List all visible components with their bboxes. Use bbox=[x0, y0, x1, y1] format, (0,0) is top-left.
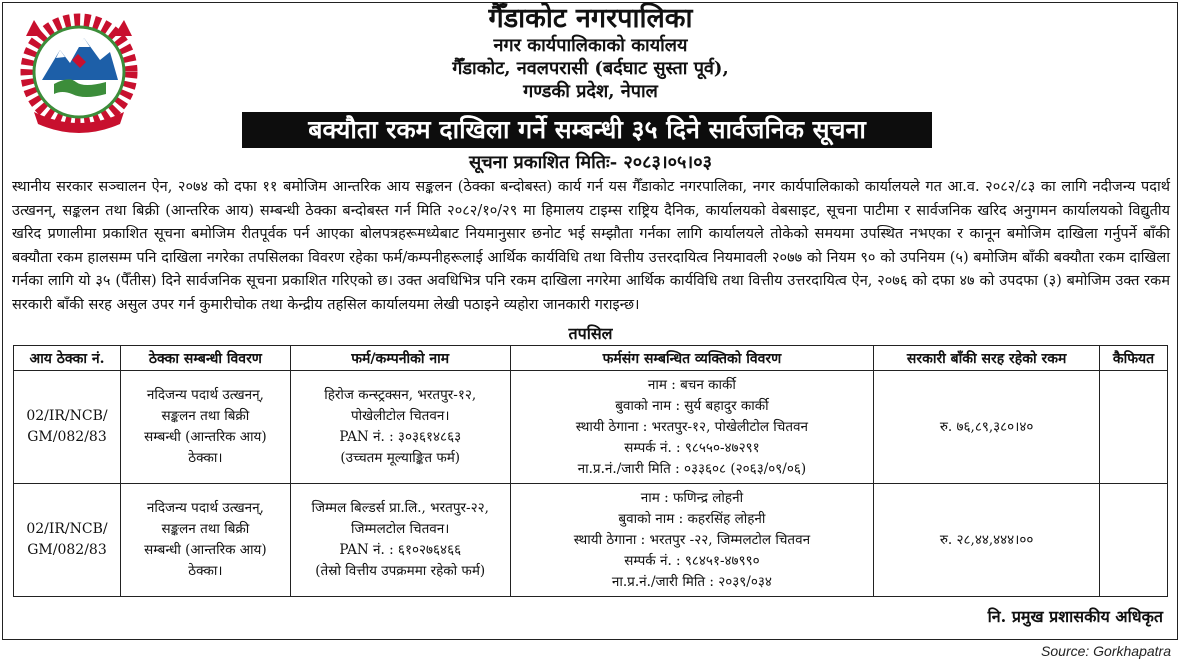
source-credit: Source: Gorkhapatra bbox=[1041, 643, 1171, 659]
table-row bbox=[14, 484, 1168, 597]
letterhead bbox=[0, 4, 1181, 103]
amount: रु. २८,४४,४४४।०० bbox=[874, 484, 1100, 597]
person-details: नाम : बचन कार्की बुवाको नाम : सुर्य बहादुर कार्की स्थायी ठेगाना : भरतपुर-१२, पोखेलीटोल चितवन सम्पर्क नं. : ९८५५०-४७२९१ ना.प्र.नं./जारी मिति : ०३३६०८ (२०६३/०९/०६) bbox=[510, 371, 874, 484]
details-heading: तपसिल bbox=[568, 324, 613, 343]
published-date: सूचना प्रकाशित मितिः- २०८३।०५।०३ bbox=[469, 152, 712, 173]
remarks bbox=[1100, 371, 1168, 484]
remarks bbox=[1100, 484, 1168, 597]
col-remarks: कैफियत bbox=[1100, 346, 1168, 371]
arrears-table bbox=[13, 345, 1168, 597]
col-amount: सरकारी बाँकी सरह रहेको रकम bbox=[874, 346, 1100, 371]
notice-title: बक्यौता रकम दाखिला गर्ने सम्बन्धी ३५ दिने सार्वजनिक सूचना bbox=[242, 112, 932, 148]
notice-body: स्थानीय सरकार सञ्चालन ऐन, २०७४ को दफा ११ बमोजिम आन्तरिक आय सङ्कलन (ठेक्का बन्दोबस्त) कार्य गर्न यस गैँडाकोट नगरपालिका, नगर कार्यपालिकाको कार्यालयले गत आ.व. २०८२/८३ का लागि नदीजन्य पदार्थ उत्खनन्, सङ्कलन तथा बिक्री (आन्तरिक आय) सम्बन्धी ठेक्का बन्दोबस्त गर्न मिति २०८२/१०/२९ मा हिमालय टाइम्स राष्ट्रिय दैनिक, कार्यालयको वेबसाइट, सूचना पाटीमा र सार्वजनिक खरिद अनुगमन कार्यालयको विद्युतीय खरिद प्रणालीमा प्रकाशित सूचना बमोजिम रीतपूर्वक पर्न आएका बोलपत्रहरूमध्येबाट नियमानुसार छनोट भई सम्झौता गर्नका लागि कार्यालयले तोकेको समयमा उपस्थित नभएका र कानून बमोजिम दाखिला गर्नुपर्ने बाँकी बक्यौता रकम हालसम्म पनि दाखिला नगरेका तपसिलका विवरण रहेका फर्म/कम्पनीहरूलाई आर्थिक कार्यविधि तथा वित्तीय उत्तरदायित्व नियमावली २०७७ को नियम ९० को उपनियम (५) बमोजिम बाँकी बक्यौता रकम दाखिला गर्नका लागि यो ३५ (पैँतीस) दिने सार्वजनिक सूचना प्रकाशित गरिएको छ। उक्त अवधिभित्र पनि रकम दाखिला नगरेमा आर्थिक कार्यविधि तथा वित्तीय उत्तरदायित्व ऐन, २०७६ को दफा ४७ को उपदफा (३) बमोजिम उक्त रकम सरकारी बाँकी सरह असुल उपर गर्न कुमारीचोक तथा केन्द्रीय तहसिल कार्यालयमा लेखी पठाइने व्यहोरा जानकारी गराइन्छ। bbox=[12, 179, 1170, 313]
contract-number: 02/IR/NCB/ GM/082/83 bbox=[14, 371, 121, 484]
table-header-row bbox=[14, 346, 1168, 371]
person-details: नाम : फणिन्द्र लोहनी बुवाको नाम : कहरसिंह लोहनी स्थायी ठेगाना : भरतपुर -२२, जिम्मलटोल चितवन सम्पर्क नं. : ९८४५१-४७९९० ना.प्र.नं./जारी मिति : २०३९/०३४ bbox=[510, 484, 874, 597]
col-contract-number: आय ठेक्का नं. bbox=[14, 346, 121, 371]
col-contract-details: ठेक्का सम्बन्धी विवरण bbox=[120, 346, 290, 371]
table-row bbox=[14, 371, 1168, 484]
contract-details: नदिजन्य पदार्थ उत्खनन्, सङ्कलन तथा बिक्री सम्बन्धी (आन्तरिक आय) ठेक्का। bbox=[120, 484, 290, 597]
amount: रु. ७६,८९,३८०।४० bbox=[874, 371, 1100, 484]
office-address: गैँडाकोट, नवलपरासी (बर्दघाट सुस्ता पूर्व), bbox=[452, 58, 729, 79]
contract-details: नदिजन्य पदार्थ उत्खनन्, सङ्कलन तथा बिक्री सम्बन्धी (आन्तरिक आय) ठेक्का। bbox=[120, 371, 290, 484]
col-firm-name: फर्म/कम्पनीको नाम bbox=[290, 346, 510, 371]
office-name: नगर कार्यपालिकाको कार्यालय bbox=[493, 35, 688, 56]
contract-number: 02/IR/NCB/ GM/082/83 bbox=[14, 484, 121, 597]
signatory-title: नि. प्रमुख प्रशासकीय अधिकृत bbox=[987, 607, 1163, 626]
municipality-name: गैँडाकोट नगरपालिका bbox=[488, 3, 693, 34]
firm-name: जिम्मल बिल्डर्स प्रा.लि., भरतपुर-२२, जिम्मलटोल चितवन। PAN नं. : ६१०२७६४६६ (तेस्रो वित्तीय उपक्रममा रहेको फर्म) bbox=[290, 484, 510, 597]
province-name: गण्डकी प्रदेश, नेपाल bbox=[523, 81, 658, 102]
firm-name: हिरोज कन्स्ट्रक्सन, भरतपुर-१२, पोखेलीटोल चितवन। PAN नं. : ३०३६१४८६३ (उच्चतम मूल्याङ्कित फर्म) bbox=[290, 371, 510, 484]
col-person-details: फर्मसंग सम्बन्धित व्यक्तिको विवरण bbox=[510, 346, 874, 371]
